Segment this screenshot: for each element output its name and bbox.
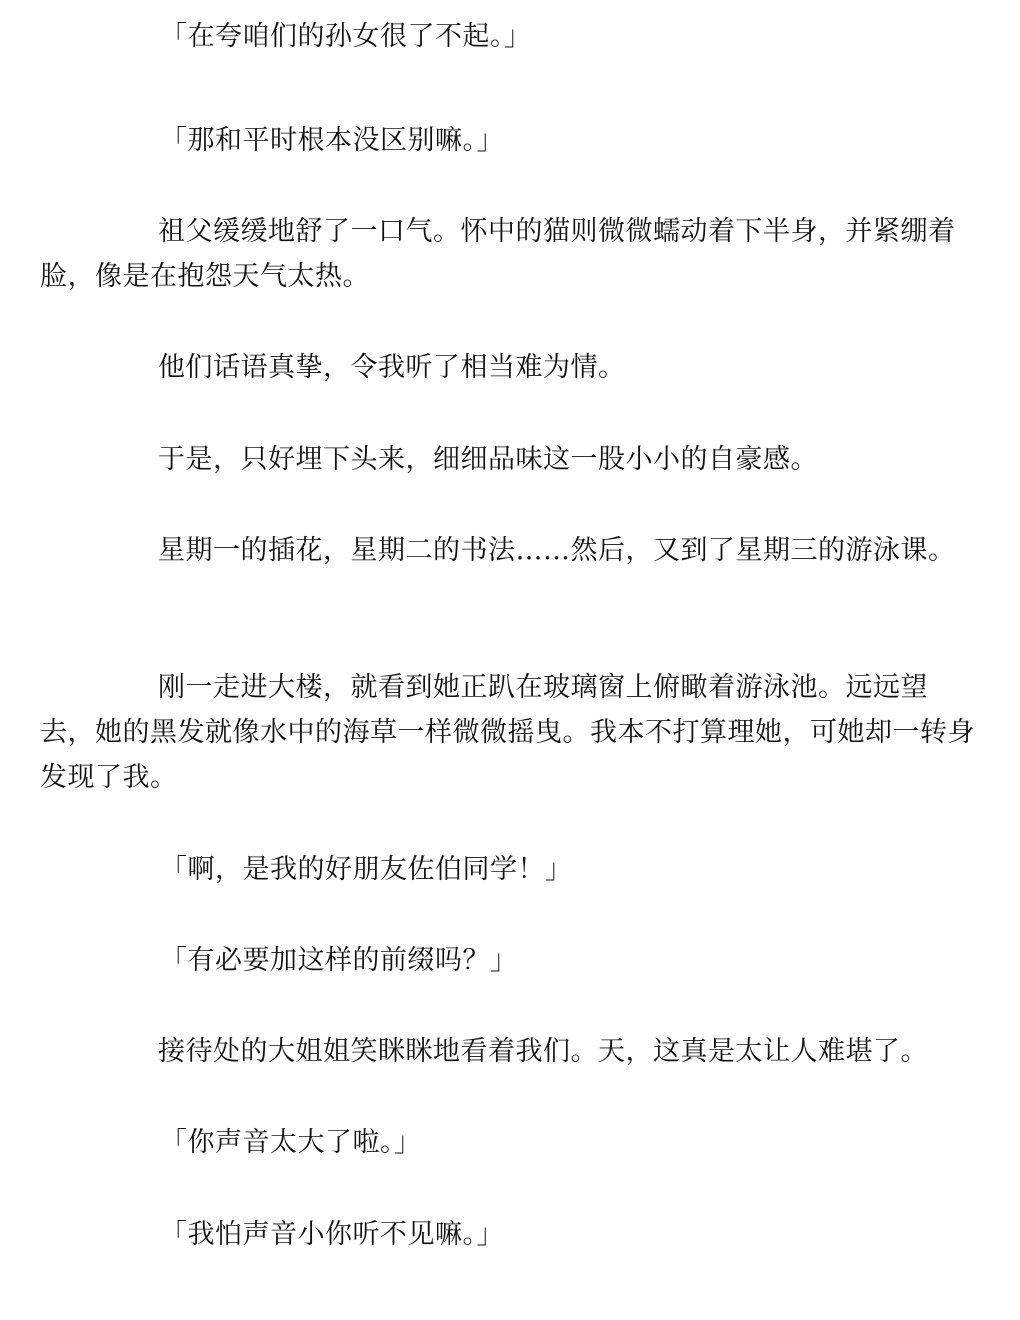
- paragraph-narration-1: 祖父缓缓地舒了一口气。怀中的猫则微微蠕动着下半身，并紧绷着脸，像是在抱怨天气太热。: [40, 216, 956, 292]
- paragraph-dialog-1: 「在夸咱们的孙女很了不起。」: [160, 21, 532, 52]
- paragraph-narration-2: 他们话语真挚，令我听了相当难为情。: [158, 352, 626, 383]
- paragraph-narration-5: 刚一走进大楼，就看到她正趴在玻璃窗上俯瞰着游泳池。远远望去，她的黑发就像水中的海草一样微微摇曳。我本不打算理她，可她却一转身发现了我。: [40, 672, 975, 793]
- paragraph-narration-3: 于是，只好埋下头来，细细品味这一股小小的自豪感。: [158, 444, 818, 475]
- paragraph-dialog-6: 「我怕声音小你听不见嘛。」: [160, 1219, 504, 1250]
- paragraph-dialog-3: 「啊，是我的好朋友佐伯同学！」: [160, 854, 573, 885]
- paragraph-dialog-2: 「那和平时根本没区别嘛。」: [160, 125, 504, 156]
- paragraph-narration-6: 接待处的大姐姐笑眯眯地看着我们。天，这真是太让人难堪了。: [158, 1036, 928, 1067]
- paragraph-narration-4: 星期一的插花，星期二的书法……然后，又到了星期三的游泳课。: [158, 535, 956, 566]
- paragraph-dialog-5: 「你声音太大了啦。」: [160, 1127, 422, 1158]
- paragraph-dialog-4: 「有必要加这样的前缀吗？」: [160, 945, 518, 976]
